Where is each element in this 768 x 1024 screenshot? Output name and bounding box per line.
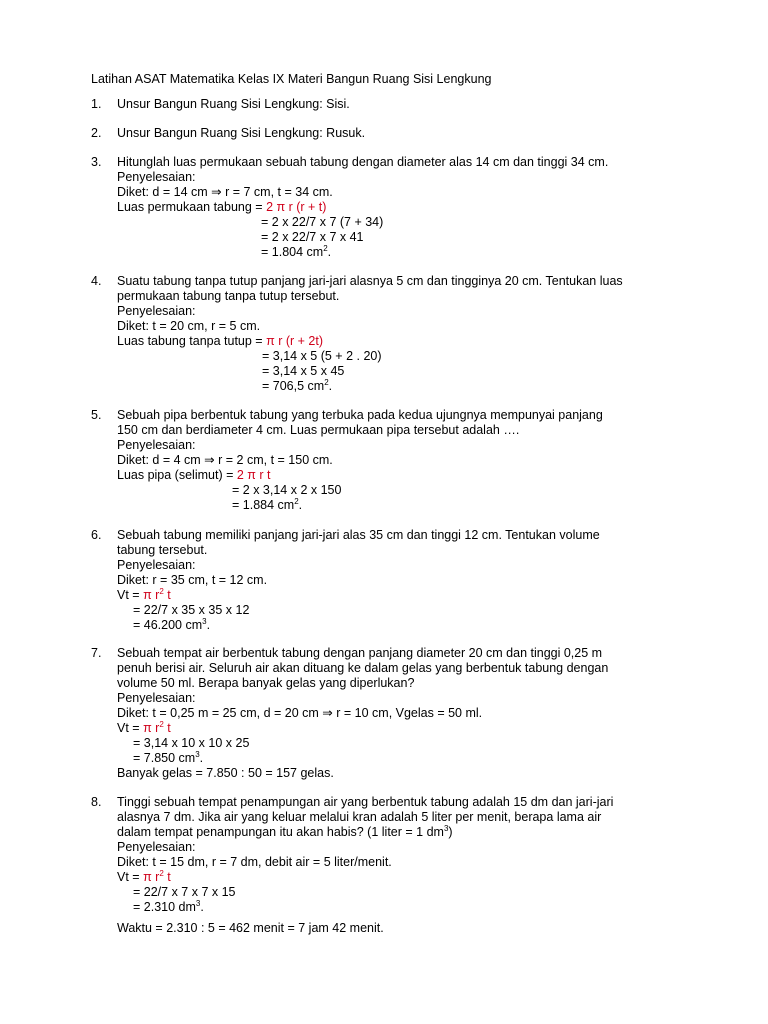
- question-line: Sebuah pipa berbentuk tabung yang terbuka pada kedua ujungnya mempunyai panjang: [117, 408, 603, 422]
- question-line: Hitunglah luas permukaan sebuah tabung dengan diameter alas 14 cm dan tinggi 34 cm.: [117, 155, 609, 169]
- item-number: 7.: [91, 646, 102, 660]
- solution-label: Penyelesaian:: [117, 438, 196, 452]
- unit-exponent: 3: [202, 616, 207, 626]
- item-number: 6.: [91, 528, 102, 542]
- unit-exponent: 2: [323, 243, 328, 253]
- volume-formula: π $r^2$ t: [143, 719, 171, 735]
- result-text: = 1.804 cm: [261, 245, 324, 259]
- volume-label: Vt =: [117, 588, 144, 602]
- solution-label: Penyelesaian:: [117, 691, 196, 705]
- solution-label: Penyelesaian:: [117, 170, 196, 184]
- question-line: Sebuah tempat air berbentuk tabung dengan panjang diameter 20 cm dan tinggi 0,25 m: [117, 646, 603, 660]
- question-line: Suatu tabung tanpa tutup panjang jari-jari alasnya 5 cm dan tingginya 20 cm. Tentukan luas: [117, 274, 623, 288]
- item-number: 5.: [91, 408, 102, 422]
- result-text: = 7.850 cm: [133, 751, 196, 765]
- volume-formula-line: [117, 870, 717, 885]
- formula-line: [117, 334, 717, 349]
- formula-label: Luas permukaan tabung =: [117, 200, 267, 214]
- item-number: 2.: [91, 126, 102, 140]
- unit-exponent: 2: [294, 496, 299, 506]
- solution-label: Penyelesaian:: [117, 558, 196, 572]
- result-text: = 2.310 dm: [133, 900, 196, 914]
- volume-formula-line: [117, 588, 717, 603]
- given-line: Diket: t = 15 dm, r = 7 dm, debit air = 5 liter/menit.: [117, 855, 392, 869]
- conclusion-line: Waktu = 2.310 : 5 = 462 menit = 7 jam 42 menit.: [117, 921, 384, 935]
- formula-label: Luas pipa (selimut) =: [117, 468, 237, 482]
- item-number: 8.: [91, 795, 102, 809]
- result-line: = 7.850 $cm^3$.: [133, 749, 204, 765]
- formula-line: [117, 468, 717, 483]
- volume-label: Vt =: [117, 870, 144, 884]
- question-line: Tinggi sebuah tempat penampungan air yang berbentuk tabung adalah 15 dm dan jari-jari: [117, 795, 614, 809]
- solution-label: Penyelesaian:: [117, 304, 196, 318]
- result-line: = 2.310 $dm^3$.: [133, 898, 204, 914]
- item-text: Unsur Bangun Ruang Sisi Lengkung: Rusuk.: [117, 126, 366, 140]
- question-line: volume 50 ml. Berapa banyak gelas yang diperlukan?: [117, 676, 415, 690]
- question-line: dalam tempat penampungan itu akan habis? (1 liter = 1 $dm^3$): [117, 823, 453, 839]
- formula: 2 π r (r + t): [266, 200, 327, 214]
- given-line: Diket: d = 4 cm ⇒ r = 2 cm, t = 150 cm.: [117, 453, 333, 467]
- step-line: = 3,14 x 10 x 10 x 25: [133, 736, 250, 750]
- result-text: = 1.884 cm: [232, 498, 295, 512]
- given-line: Diket: r = 35 cm, t = 12 cm.: [117, 573, 268, 587]
- result-line: = 46.200 $cm^3$.: [133, 616, 211, 632]
- step-line: = 22/7 x 35 x 35 x 12: [133, 603, 250, 617]
- result-text: = 46.200 cm: [133, 618, 203, 632]
- unit-exponent: 3: [195, 898, 201, 908]
- question-line: penuh berisi air. Seluruh air akan dituang ke dalam gelas yang berbentuk tabung dengan: [117, 661, 609, 675]
- formula-label: Luas tabung tanpa tutup =: [117, 334, 267, 348]
- question-line: Sebuah tabung memiliki panjang jari-jari alas 35 cm dan tinggi 12 cm. Tentukan volume: [117, 528, 600, 542]
- solution-label: Penyelesaian:: [117, 840, 196, 854]
- unit-exponent: 2: [324, 377, 329, 387]
- conclusion-line: Banyak gelas = 7.850 : 50 = 157 gelas.: [117, 766, 334, 780]
- volume-formula-line: [117, 721, 717, 736]
- unit-exponent: 3: [195, 749, 200, 759]
- formula: π r (r + 2t): [266, 334, 323, 348]
- result-line: = 1.804 $cm^2$.: [261, 243, 332, 259]
- step-line: = 2 x 22/7 x 7 x 41: [261, 230, 364, 244]
- document-title: Latihan ASAT Matematika Kelas IX Materi Bangun Ruang Sisi Lengkung: [91, 72, 492, 86]
- item-number: 1.: [91, 97, 102, 111]
- item-text: Unsur Bangun Ruang Sisi Lengkung: Sisi.: [117, 97, 350, 111]
- formula-line: [117, 200, 717, 215]
- question-line: 150 cm dan berdiameter 4 cm. Luas permukaan pipa tersebut adalah ….: [117, 423, 520, 437]
- result-text: = 706,5 cm: [262, 379, 325, 393]
- given-line: Diket: t = 0,25 m = 25 cm, d = 20 cm ⇒ r = 10 cm, Vgelas = 50 ml.: [117, 706, 483, 720]
- given-line: Diket: d = 14 cm ⇒ r = 7 cm, t = 34 cm.: [117, 185, 333, 199]
- formula: 2 π r t: [236, 468, 271, 482]
- step-line: = 3,14 x 5 (5 + 2 . 20): [262, 349, 382, 363]
- step-line: = 2 x 22/7 x 7 (7 + 34): [261, 215, 384, 229]
- step-line: = 22/7 x 7 x 7 x 15: [133, 885, 236, 899]
- step-line: = 2 x 3,14 x 2 x 150: [232, 483, 342, 497]
- result-line: = 1.884 $cm^2$.: [232, 496, 303, 512]
- volume-formula: π $r^2$ t: [143, 586, 171, 602]
- question-line: alasnya 7 dm. Jika air yang keluar melalui kran adalah 5 liter per menit, berapa lama air: [117, 810, 602, 824]
- item-number: 4.: [91, 274, 102, 288]
- volume-formula: π $r^2$ t: [143, 868, 171, 884]
- question-line: permukaan tabung tanpa tutup tersebut.: [117, 289, 340, 303]
- question-line: tabung tersebut.: [117, 543, 208, 557]
- volume-label: Vt =: [117, 721, 144, 735]
- item-number: 3.: [91, 155, 102, 169]
- step-line: = 3,14 x 5 x 45: [262, 364, 345, 378]
- given-line: Diket: t = 20 cm, r = 5 cm.: [117, 319, 261, 333]
- result-line: = 706,5 $cm^2$.: [262, 377, 333, 393]
